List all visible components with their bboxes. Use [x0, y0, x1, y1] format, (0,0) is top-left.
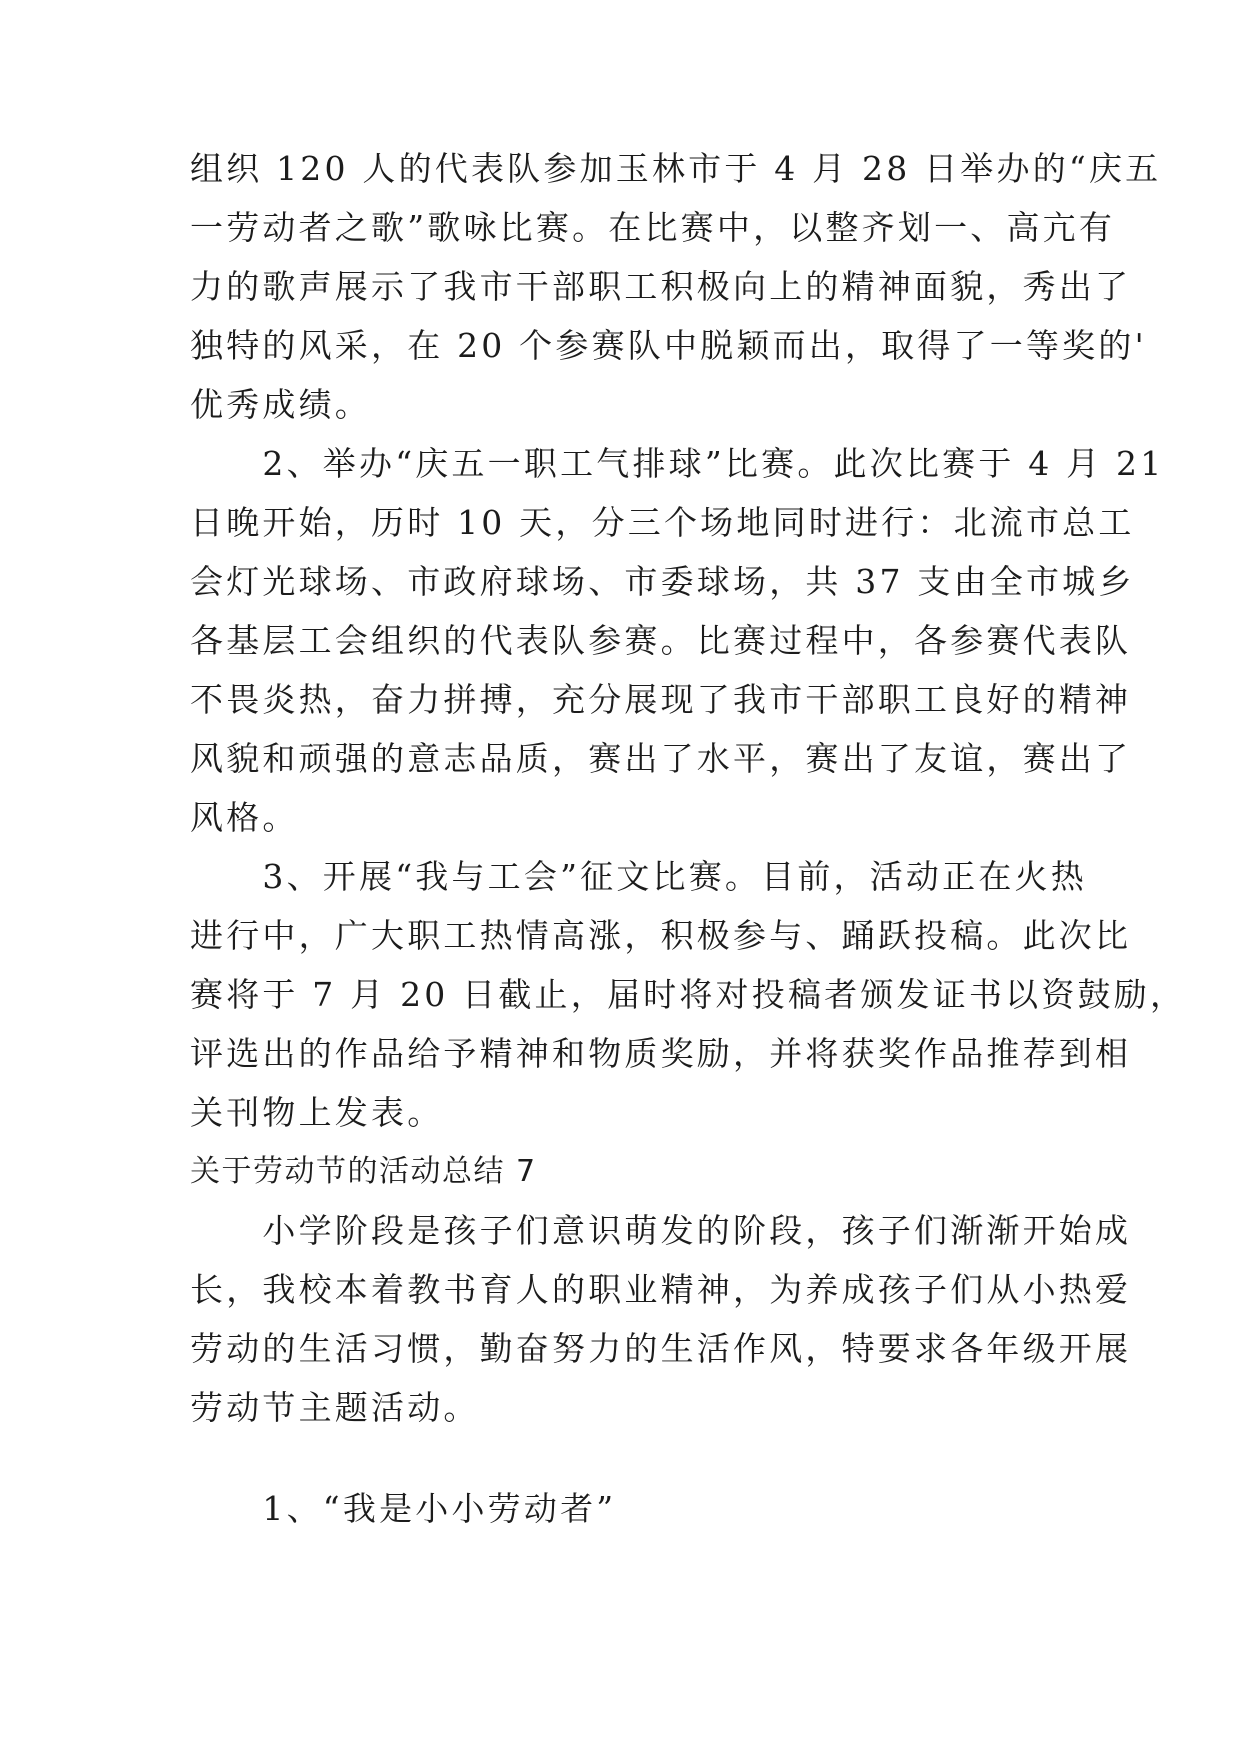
paragraph-2 — [190, 434, 1165, 847]
paragraph-line: 劳动的生活习惯，勤奋努力的生活作风，特要求各年级开展 — [190, 1329, 1132, 1368]
paragraph-line: 3、开展“我与工会”征文比赛。目前，活动正在火热 — [190, 857, 1087, 896]
paragraph-line: 力的歌声展示了我市干部职工积极向上的精神面貌，秀出了 — [190, 267, 1132, 306]
paragraph-line: 长，我校本着教书育人的职业精神，为养成孩子们从小热爱 — [190, 1270, 1132, 1309]
paragraph-line: 各基层工会组织的代表队参赛。比赛过程中，各参赛代表队 — [190, 621, 1132, 660]
paragraph-line: 赛将于 7 月 20 日截止，届时将对投稿者颁发证书以资鼓励， — [190, 975, 1187, 1014]
section-heading — [190, 1142, 1060, 1201]
paragraph-line: 关刊物上发表。 — [190, 1093, 444, 1132]
paragraph-line: 评选出的作品给予精神和物质奖励，并将获奖作品推荐到相 — [190, 1034, 1132, 1073]
paragraph-line: 风貌和顽强的意志品质，赛出了水平，赛出了友谊，赛出了 — [190, 739, 1132, 778]
paragraph-line: 不畏炎热，奋力拼搏，充分展现了我市干部职工良好的精神 — [190, 680, 1132, 719]
paragraph-line: 日晚开始，历时 10 天，分三个场地同时进行：北流市总工 — [190, 503, 1135, 542]
paragraph-4 — [190, 1201, 1132, 1437]
paragraph-3 — [190, 847, 1187, 1142]
paragraph-line: 风格。 — [190, 798, 299, 837]
paragraph-line: 优秀成绩。 — [190, 385, 371, 424]
paragraph-line: 小学阶段是孩子们意识萌发的阶段，孩子们渐渐开始成 — [190, 1211, 1132, 1250]
list-item-text: 1、“我是小小劳动者” — [190, 1489, 617, 1528]
paragraph-line: 一劳动者之歌”歌咏比赛。在比赛中，以整齐划一、高亢有 — [190, 208, 1116, 247]
paragraph-line: 劳动节主题活动。 — [190, 1388, 480, 1427]
paragraph-line: 会灯光球场、市政府球场、市委球场，共 37 支由全市城乡 — [190, 562, 1135, 601]
list-item-1 — [190, 1479, 1060, 1538]
paragraph-line: 组织 120 人的代表队参加玉林市于 4 月 28 日举办的“庆五 — [190, 149, 1162, 188]
paragraph-line: 进行中，广大职工热情高涨，积极参与、踊跃投稿。此次比 — [190, 916, 1132, 955]
paragraph-line: 独特的风采，在 20 个参赛队中脱颖而出，取得了一等奖的' — [190, 326, 1147, 365]
paragraph-line: 2、举办“庆五一职工气排球”比赛。此次比赛于 4 月 21 — [190, 444, 1165, 483]
section-heading-text: 关于劳动节的活动总结 7 — [190, 1154, 537, 1189]
paragraph-1 — [190, 139, 1162, 434]
